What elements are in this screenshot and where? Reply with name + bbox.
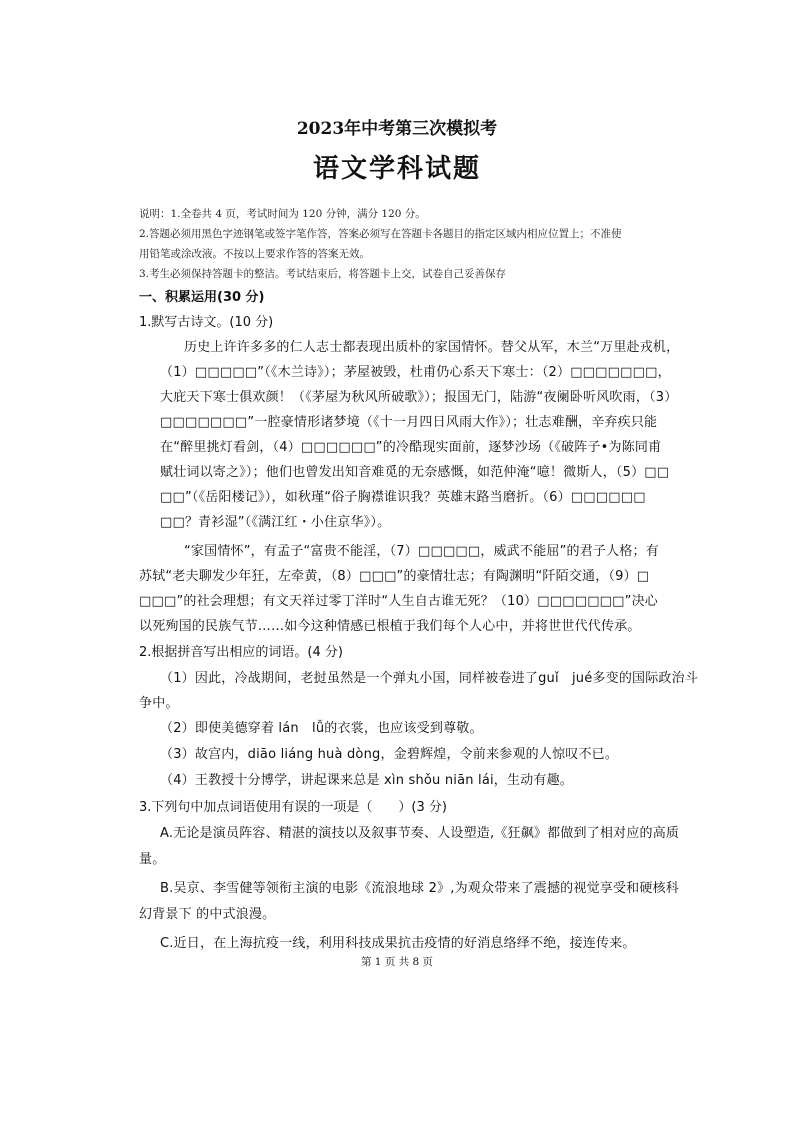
q1-para2-line-4: 以死殉国的民族气节……如今这种情感已根植于我们每个人心中，并将世世代代传承。 xyxy=(139,619,641,634)
q2-item-4: （4）王教授十分博学，讲起课来总是 xìn shǒu niān lái，生动有趣。 xyxy=(160,773,573,788)
exam-title: 2023年中考第三次模拟考 xyxy=(296,119,498,139)
q1-para2-line-1: “家国情怀”，有孟子“富贵不能淫，（7）□□□□□，威武不能屈”的君子人格；有 xyxy=(184,544,659,559)
q2-item-1-cont: 争中。 xyxy=(139,696,179,711)
q2-item-2: （2）即使美德穿着 lán lǚ的衣裳，也应该受到尊敬。 xyxy=(160,721,483,736)
q1-para1-line-1: 历史上许许多多的仁人志士都表现出质朴的家国情怀。替父从军，木兰“万里赴戎机， xyxy=(184,340,680,355)
section-title: 一、积累运用(30 分) xyxy=(139,290,265,305)
question-1-title: 1.默写古诗文。(10 分) xyxy=(139,315,274,330)
q1-para1-line-7: □□”（《岳阳楼记》），如秋瑾“俗子胸襟谁识我？英雄末路当磨折。（6）□□□□□□ xyxy=(160,490,646,505)
exam-note-4: 3.考生必须保持答题卡的整洁。考试结束后，将答题卡上交，试卷自己妥善保存 xyxy=(139,268,507,280)
q3-option-a-cont: 量。 xyxy=(139,852,166,867)
exam-note-3: 用铅笔或涂改液。不按以上要求作答的答案无效。 xyxy=(139,248,370,260)
subject-title: 语文学科试题 xyxy=(312,154,481,184)
q3-option-b-cont: 幻背景下 的中式浪漫。 xyxy=(139,907,276,922)
q1-para2-line-3: □□□”的社会理想；有文天祥过零丁洋时“人生自古谁无死？（10）□□□□□□□”决心 xyxy=(139,594,658,609)
q1-para2-line-2: 苏轼“老夫聊发少年狂，左牵黄，（8）□□□”的豪情壮志；有陶渊明“阡陌交通，（9）□ xyxy=(139,569,650,584)
q1-para1-line-3: 大庇天下寒士俱欢颜！（《茅屋为秋风所破歌》）；报国无门，陆游“夜阑卧听风吹雨，（3） xyxy=(160,390,678,405)
question-2-title: 2.根据拼音写出相应的词语。(4 分) xyxy=(139,645,343,660)
q3-option-c: C.近日，在上海抗疫一线，利用科技成果抗击疫情的好消息络绎不绝，接连传来。 xyxy=(160,936,636,951)
exam-note-1: 说明：1.全卷共 4 页，考试时间为 120 分钟，满分 120 分。 xyxy=(139,208,426,220)
q1-para1-line-6: 赋壮词以寄之》）；他们也曾发出知音难觅的无奈感慨，如范仲淹“噫！微斯人，（5）□□ xyxy=(160,465,670,480)
q3-option-a: A.无论是演员阵容、精湛的演技以及叙事节奏、人设塑造,《狂飙》都做到了相对应的高质 xyxy=(160,826,680,841)
q1-para1-line-8: □□？青衫湿”（《满江红・小住京华》）。 xyxy=(160,515,391,530)
exam-note-2: 2.答题必须用黑色字迹钢笔或签字笔作答，答案必须写在答题卡各题目的指定区域内相应位置上；不准使 xyxy=(139,228,622,240)
q1-para1-line-4: □□□□□□□”一腔豪情形诸梦境（《十一月四日风雨大作》）；壮志难酬，辛弃疾只能 xyxy=(160,415,658,430)
page-number: 第 1 页 共 8 页 xyxy=(360,956,434,968)
q1-para1-line-5: 在“醉里挑灯看剑，（4）□□□□□□”的冷酷现实面前，逐梦沙场（《破阵子•为陈同甫 xyxy=(160,440,662,455)
question-3-title: 3.下列句中加点词语使用有误的一项是（ ）(3 分) xyxy=(139,800,447,815)
q2-item-1: （1）因此，冷战期间，老挝虽然是一个弹丸小国，同样被卷进了guǐ jué多变的国际政治斗 xyxy=(160,671,699,686)
q2-item-3: （3）故宫内，diāo liáng huà dòng，金碧辉煌，令前来参观的人惊叹不已。 xyxy=(160,747,619,762)
q3-option-b: B.吴京、李雪健等领衔主演的电影《流浪地球 2》,为观众带来了震撼的视觉享受和硬核科 xyxy=(160,881,679,896)
q1-para1-line-2: （1）□□□□□”（《木兰诗》）；茅屋被毁，杜甫仍心系天下寒士：（2）□□□□□□□， xyxy=(160,365,671,380)
